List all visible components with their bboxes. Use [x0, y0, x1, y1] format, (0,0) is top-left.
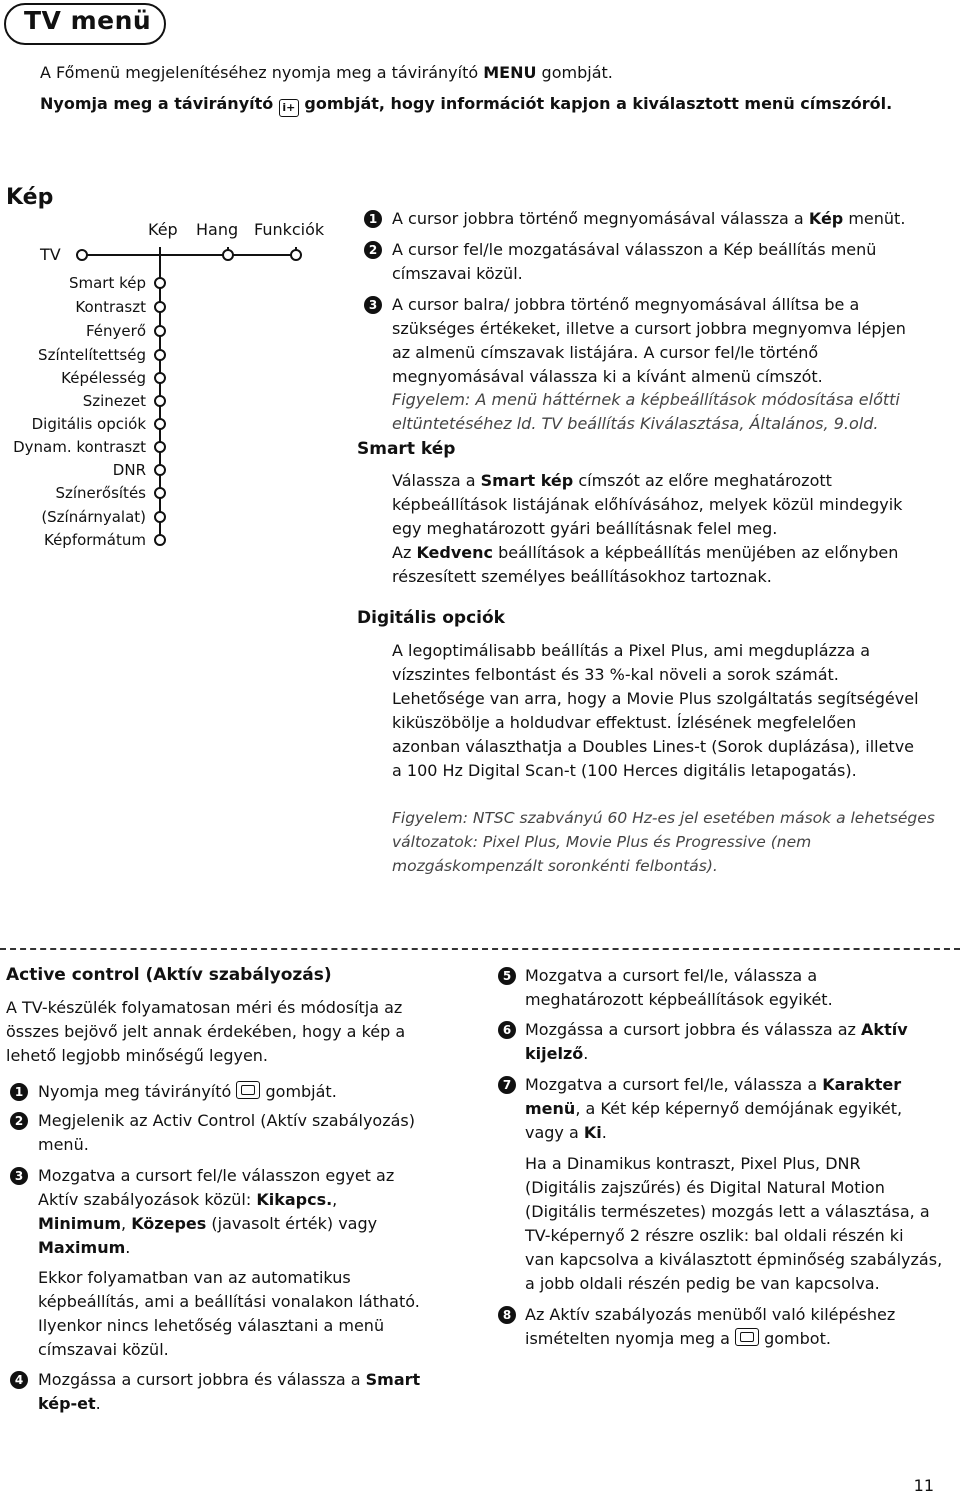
- page-title: TV menü: [24, 6, 152, 35]
- ac-step-7-extra: Ha a Dinamikus kontraszt, Pixel Plus, DNR (Digitális zajszűrés) és Digital Natural Motion (Digitális természetes) mozgás lett a választása, a TV-képernyő 2 részre oszlik: bal oldali részén ki van kapcsolva a kiválasztott épminőség szabályzás, a jobb oldali részén pedig be van kapcsolva.: [525, 1154, 943, 1293]
- step-number: 3: [364, 296, 382, 314]
- tree-item: Színtelítettség: [38, 346, 146, 364]
- ac-step-6: Mozgássa a cursort jobbra és válassza az Aktív kijelző.: [525, 1020, 908, 1063]
- note-ntsc: Figyelem: NTSC szabványú 60 Hz-es jel esetében mások a lehetséges változatok: Pixel Plus, Movie Plus és Progressive (nem mozgáskompenzált soronkénti felbontás).: [392, 809, 935, 875]
- tree-item: Szinezet: [82, 392, 146, 410]
- tree-item: Kontraszt: [75, 298, 146, 316]
- ac-step-5: Mozgatva a cursort fel/le, válassza a meghatározott képbeállítások egyikét.: [525, 966, 833, 1009]
- step-2-text: A cursor fel/le mozgatásával válasszon a Kép beállítás menü címszavai közül.: [392, 240, 877, 283]
- step-number: 2: [364, 241, 382, 259]
- tree-item: Képélesség: [61, 369, 146, 387]
- step-number: 1: [10, 1083, 28, 1101]
- step-number: 4: [10, 1371, 28, 1389]
- tree-node-tv: [77, 250, 87, 260]
- active-control-key-icon: [236, 1081, 260, 1099]
- section-heading-active-control: Active control (Aktív szabályozás): [6, 965, 332, 985]
- ac-step-4: Mozgássa a cursort jobbra és válassza a Smart kép-et.: [38, 1370, 421, 1413]
- step-3-text: A cursor balra/ jobbra történő megnyomásával állítsa be a szükséges értékeket, illetve a cursort jobbra megnyomva lépjen az almenü címszavak listájára. A cursor fel/le történő megnyomásával válassza ki a kívánt almenü címszót.: [392, 295, 906, 386]
- tree-item: Digitális opciók: [31, 415, 146, 433]
- digitalis-opciok-text: A legoptimálisabb beállítás a Pixel Plus, ami megduplázza a vízszintes felbontást és 33 %-kal növeli a sorok számát. Lehetősége van arra, hogy a Movie Plus szolgáltatás segítségével kiküszöbölje a holdudvar effektust. Ízlésének megfelelően azonban választhatja a Doubles Lines-t (Sorok duplázása), illetve a 100 Hz Digital Scan-t (100 Herces digitális letapogatás).: [392, 641, 919, 780]
- step-number: 3: [10, 1167, 28, 1185]
- step-1-text: A cursor jobbra történő megnyomásával válassza a Kép menüt.: [392, 209, 906, 228]
- step-number: 7: [498, 1076, 516, 1094]
- tree-item: DNR: [112, 461, 146, 479]
- tree-item: Színerősítés: [55, 484, 146, 502]
- intro-line-1: A Főmenü megjelenítéséhez nyomja meg a távirányító MENU gombját.: [40, 63, 613, 82]
- ac-step-7: Mozgatva a cursort fel/le, válassza a Karakter menü, a Két kép képernyő demójának egyikét, vagy a Ki.: [525, 1075, 903, 1142]
- tree-item: Dynam. kontraszt: [13, 438, 146, 456]
- section-heading-kep: Kép: [6, 185, 54, 210]
- tree-item: Fényerő: [86, 322, 146, 340]
- menu-column-hang: Hang: [196, 220, 239, 239]
- step-number: 2: [10, 1112, 28, 1130]
- step-number: 1: [364, 210, 382, 228]
- menu-column-kep: Kép: [148, 220, 178, 239]
- menu-column-funkciok: Funkciók: [254, 220, 325, 239]
- divider: [0, 948, 960, 950]
- tree-node-funkciok: [291, 250, 301, 260]
- smart-kep-text: Válassza a Smart kép címszót az előre meghatározott képbeállítások listájának előhívásához, melyek közül mindegyik egy meghatározott gyári beállításnak felel meg. Az Kedvenc beállítások a képbeállítás menüjében az előnyben részesített személyes beállításokhoz tartoznak.: [392, 471, 903, 586]
- ac-step-2: Megjelenik az Activ Control (Aktív szabályozás) menü.: [38, 1111, 415, 1154]
- step-number: 5: [498, 967, 516, 985]
- tree-item: Smart kép: [68, 274, 146, 292]
- menu-root-tv: TV: [40, 245, 61, 264]
- page-number: 11: [913, 1476, 934, 1495]
- section-heading-digitalis-opciok: Digitális opciók: [357, 608, 505, 628]
- intro-line-2: Nyomja meg a távirányító i+ gombját, hogy információt kapjon a kiválasztott menü címszóról.: [40, 91, 920, 117]
- section-heading-smart-kep: Smart kép: [357, 439, 456, 459]
- ac-step-3-extra: Ekkor folyamatban van az automatikus képbeállítás, ami a beállítási vonalakon látható. Ilyenkor nincs lehetőség választani a menü címszavai közül.: [38, 1268, 420, 1359]
- active-control-intro: A TV-készülék folyamatosan méri és módosítja az összes bejövő jelt annak érdekében, hogy a kép a lehető legjobb minőségű legyen.: [6, 998, 406, 1065]
- tree-item: (Színárnyalat): [41, 508, 146, 526]
- note-menu-background: Figyelem: A menü háttérnek a képbeállítások módosítása előtti eltüntetéséhez ld. TV beállítás Kiválasztása, Általános, 9.old.: [392, 390, 900, 433]
- tree-item: Képformátum: [43, 531, 146, 549]
- ac-step-8: Az Aktív szabályozás menüből való kilépéshez ismételten nyomja meg a gombot.: [525, 1305, 896, 1348]
- step-number: 6: [498, 1021, 516, 1039]
- step-number: 8: [498, 1306, 516, 1324]
- ac-step-1: Nyomja meg távirányító gombját.: [38, 1082, 337, 1101]
- ac-step-3: Mozgatva a cursort fel/le válasszon egyet az Aktív szabályozások közül: Kikapcs., Minimum, Közepes (javasolt érték) vagy Maximum.: [38, 1166, 395, 1257]
- info-icon: i+: [279, 99, 299, 117]
- active-control-key-icon: [735, 1328, 759, 1346]
- tree-node-hang: [223, 250, 233, 260]
